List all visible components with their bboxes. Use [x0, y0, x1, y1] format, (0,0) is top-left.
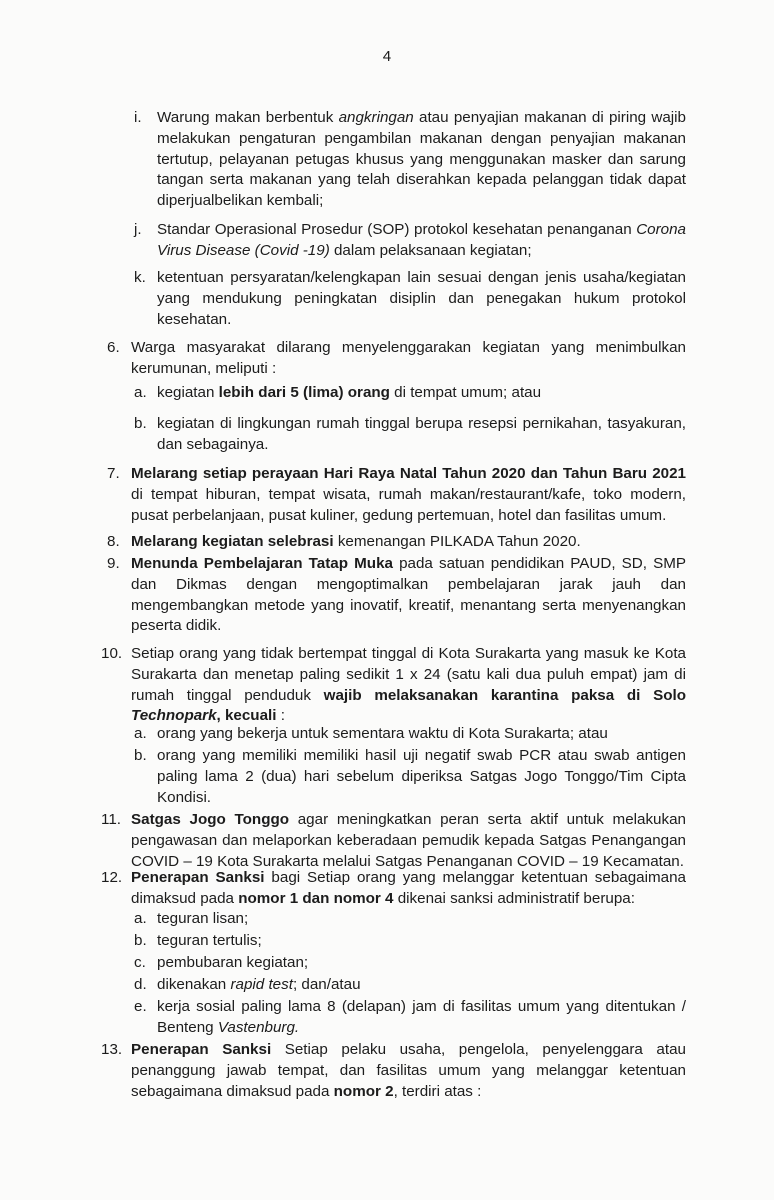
text-run: teguran lisan; [157, 910, 249, 927]
text-line [131, 665, 686, 686]
text-run: atau penyajian makanan di piring wajib [413, 109, 686, 126]
list-marker: a. [134, 384, 147, 401]
text-line [131, 1040, 686, 1061]
text-run: dimaksud pada [131, 889, 239, 907]
text-line [157, 241, 686, 262]
text-line [157, 767, 686, 788]
list-item-text [131, 1040, 686, 1102]
text-run: Setiap pelaku usaha, pengelola, penyelenggara atau [271, 1041, 686, 1058]
text-run: , kecuali [216, 707, 277, 725]
text-run: , terdiri atas : [393, 1082, 482, 1100]
list-item-text [157, 383, 686, 404]
text-run: nomor 1 dan nomor 4 [238, 889, 394, 907]
list-marker: i. [134, 109, 142, 126]
list-marker: k. [134, 269, 146, 286]
text-line [131, 338, 686, 359]
text-run: kerumunan, meliputi : [131, 359, 277, 377]
list-marker: b. [134, 747, 147, 764]
text-line [157, 191, 686, 212]
text-run: pada satuan pendidikan PAUD, SD, SMP [392, 555, 687, 572]
text-line [157, 909, 686, 930]
text-run: yang mendukung peningkatan disiplin dan penegakan hukum protokol [157, 289, 686, 307]
text-line [131, 868, 686, 889]
list-item-text [157, 268, 686, 330]
text-run: paling lama 2 (dua) hari sebelum diperiksa Satgas Jogo Tonggo/Tim Cipta [157, 767, 686, 785]
text-line [157, 150, 686, 171]
text-line [157, 953, 686, 974]
text-run: Penerapan Sanksi [131, 869, 265, 886]
list-marker: 13. [101, 1041, 123, 1058]
text-run: wajib melaksanakan karantina paksa di Solo [323, 686, 686, 704]
list-item-text [157, 931, 686, 952]
text-run: Melarang kegiatan selebrasi [131, 533, 334, 550]
text-line [131, 575, 686, 596]
text-run: kegiatan [157, 384, 219, 401]
text-line [131, 554, 686, 575]
list-marker: d. [134, 976, 147, 993]
text-line [131, 686, 686, 707]
text-run: di tempat umum; atau [389, 384, 542, 401]
text-line [131, 616, 686, 637]
text-run: peserta didik. [131, 617, 222, 635]
text-run: orang yang memiliki memiliki hasil uji negatif swab PCR atau swab antigen [157, 747, 686, 764]
text-line [157, 788, 686, 809]
list-item-text [157, 414, 686, 456]
list-marker: 10. [101, 645, 123, 662]
list-marker: a. [134, 725, 147, 742]
text-run: ketentuan persyaratan/kelengkapan lain sesuai dengan jenis usaha/kegiatan [157, 269, 686, 286]
text-run: angkringan [338, 109, 414, 126]
text-line [157, 997, 686, 1018]
text-run: dikenakan [157, 976, 231, 993]
text-run: sebagaimana dimaksud pada [131, 1082, 334, 1100]
text-run: Corona [636, 221, 686, 238]
text-run: : [276, 707, 285, 725]
text-run: lebih dari 5 (lima) orang [218, 384, 390, 401]
list-marker: 8. [107, 533, 120, 550]
text-line [157, 170, 686, 191]
list-item-text [157, 909, 686, 930]
text-run: Warung makan berbentuk [157, 109, 339, 126]
text-run: Menunda Pembelajaran Tatap Muka [131, 555, 393, 572]
list-item-text [157, 108, 686, 212]
text-run: di tempat hiburan, tempat wisata, rumah makan/restaurant/kafe, toko modern, [131, 485, 686, 503]
text-run: Standar Operasional Prosedur (SOP) protokol kesehatan penanganan [157, 221, 637, 238]
text-run: rumah tinggal penduduk [131, 686, 324, 704]
text-run: Warga masyarakat dilarang menyelenggarakan kegiatan yang menimbulkan [131, 339, 686, 356]
text-run: Satgas Jogo Tonggo [131, 811, 290, 828]
text-line [131, 889, 686, 910]
text-run: dikenai sanksi administratif berupa: [393, 889, 635, 907]
text-run: pusat perbelanjaan, pusat kuliner, gedung pertemuan, hotel dan fasilitas umum. [131, 506, 667, 524]
text-run: COVID – 19 Kota Surakarta melalui Satgas Penanganan COVID – 19 Kecamatan. [131, 852, 684, 870]
text-line [131, 810, 686, 831]
text-run: melakukan pengaturan pengambilan makanan dengan penyajian makanan [157, 129, 686, 147]
list-item-text [131, 464, 686, 526]
text-run: teguran tertulis; [157, 932, 262, 949]
text-run: dan sebagainya. [157, 435, 269, 453]
text-line [157, 383, 686, 404]
text-run: Vastenburg. [217, 1018, 300, 1036]
list-marker: b. [134, 932, 147, 949]
text-run: tertutup, pelayanan petugas khusus yang menggunakan masker dan sarung [157, 150, 686, 168]
list-item-text [157, 997, 686, 1039]
list-item-text [157, 746, 686, 808]
text-run: kesehatan. [157, 310, 232, 328]
text-run: pengawasan dan melaporkan keberadaan pemudik kepada Satgas Penangangan [131, 831, 686, 849]
text-run: diperjualbelikan kembali; [157, 192, 324, 210]
text-line [131, 644, 686, 665]
text-line [157, 220, 686, 241]
text-run: nomor 2 [333, 1082, 394, 1100]
text-line [157, 1018, 686, 1039]
text-line [157, 108, 686, 129]
list-item-text [131, 338, 686, 380]
text-line [157, 310, 686, 331]
text-run: Surakarta dan menetap paling sedikit 1 x 24 (satu kali dua puluh empat) jam di [131, 665, 686, 683]
text-run: Benteng [157, 1018, 218, 1036]
list-item-text [131, 532, 686, 553]
text-run: orang yang bekerja untuk sementara waktu di Kota Surakarta; atau [157, 725, 608, 742]
list-marker: 12. [101, 869, 123, 886]
text-run: pembubaran kegiatan; [157, 954, 309, 971]
list-marker: 7. [107, 465, 120, 482]
text-run: Penerapan Sanksi [131, 1041, 272, 1058]
list-item-text [131, 868, 686, 910]
text-line [131, 359, 686, 380]
list-marker: b. [134, 415, 147, 432]
text-line [157, 414, 686, 435]
text-run: bagi Setiap orang yang melanggar ketentuan sebagaimana [264, 869, 686, 886]
text-run: Kondisi. [157, 788, 212, 806]
list-item-text [157, 953, 686, 974]
text-run: kemenangan PILKADA Tahun 2020. [333, 533, 581, 550]
text-run: mengembangkan metode yang inovatif, kreatif, menantang serta menyenangkan [131, 596, 686, 614]
text-line [131, 464, 686, 485]
text-run: rapid test [230, 976, 293, 993]
text-run: agar meningkatkan peran serta aktif untuk melakukan [289, 811, 686, 828]
text-run: Setiap orang yang tidak bertempat tinggal di Kota Surakarta yang masuk ke Kota [131, 645, 686, 662]
list-marker: 9. [107, 555, 120, 572]
list-marker: a. [134, 910, 147, 927]
text-run: Melarang setiap perayaan Hari Raya Natal Tahun 2020 dan Tahun Baru 2021 [131, 465, 686, 482]
text-line [157, 724, 686, 745]
list-item-text [157, 724, 686, 745]
text-line [157, 268, 686, 289]
list-marker: 11. [101, 811, 121, 828]
text-line [157, 746, 686, 767]
text-line [131, 596, 686, 617]
text-line [131, 506, 686, 527]
text-line [131, 831, 686, 852]
list-marker: e. [134, 998, 147, 1015]
text-run: dan Dikmas dengan mengoptimalkan pembelajaran jarak jauh dan [131, 575, 686, 593]
text-line [157, 931, 686, 952]
page-number: 4 [382, 48, 392, 65]
text-line [157, 975, 686, 996]
text-run: Technopark [131, 707, 217, 725]
list-item-text [131, 554, 686, 637]
text-line [157, 129, 686, 150]
text-line [131, 485, 686, 506]
list-item-text [131, 810, 686, 872]
text-line [131, 1061, 686, 1082]
text-line [131, 532, 686, 553]
text-run: penanggung jawab tempat, dan fasilitas umum yang melanggar ketentuan [131, 1061, 686, 1079]
text-run: kerja sosial paling lama 8 (delapan) jam di fasilitas umum yang ditentukan / [157, 998, 686, 1015]
text-line [157, 289, 686, 310]
list-marker: j. [134, 221, 142, 238]
text-run: ; dan/atau [292, 976, 361, 993]
text-run: tangan serta makanan yang telah diserahkan kepada pelanggan tidak dapat [157, 171, 686, 189]
list-marker: c. [134, 954, 146, 971]
text-line [157, 435, 686, 456]
text-run: dalam pelaksanaan kegiatan; [329, 241, 532, 259]
text-run: Virus Disease (Covid -19) [157, 241, 330, 259]
list-item-text [157, 975, 686, 996]
list-item-text [157, 220, 686, 262]
list-item-text [131, 644, 686, 727]
list-marker: 6. [107, 339, 120, 356]
text-line [131, 1082, 686, 1103]
text-run: kegiatan di lingkungan rumah tinggal berupa resepsi pernikahan, tasyakuran, [157, 415, 686, 432]
